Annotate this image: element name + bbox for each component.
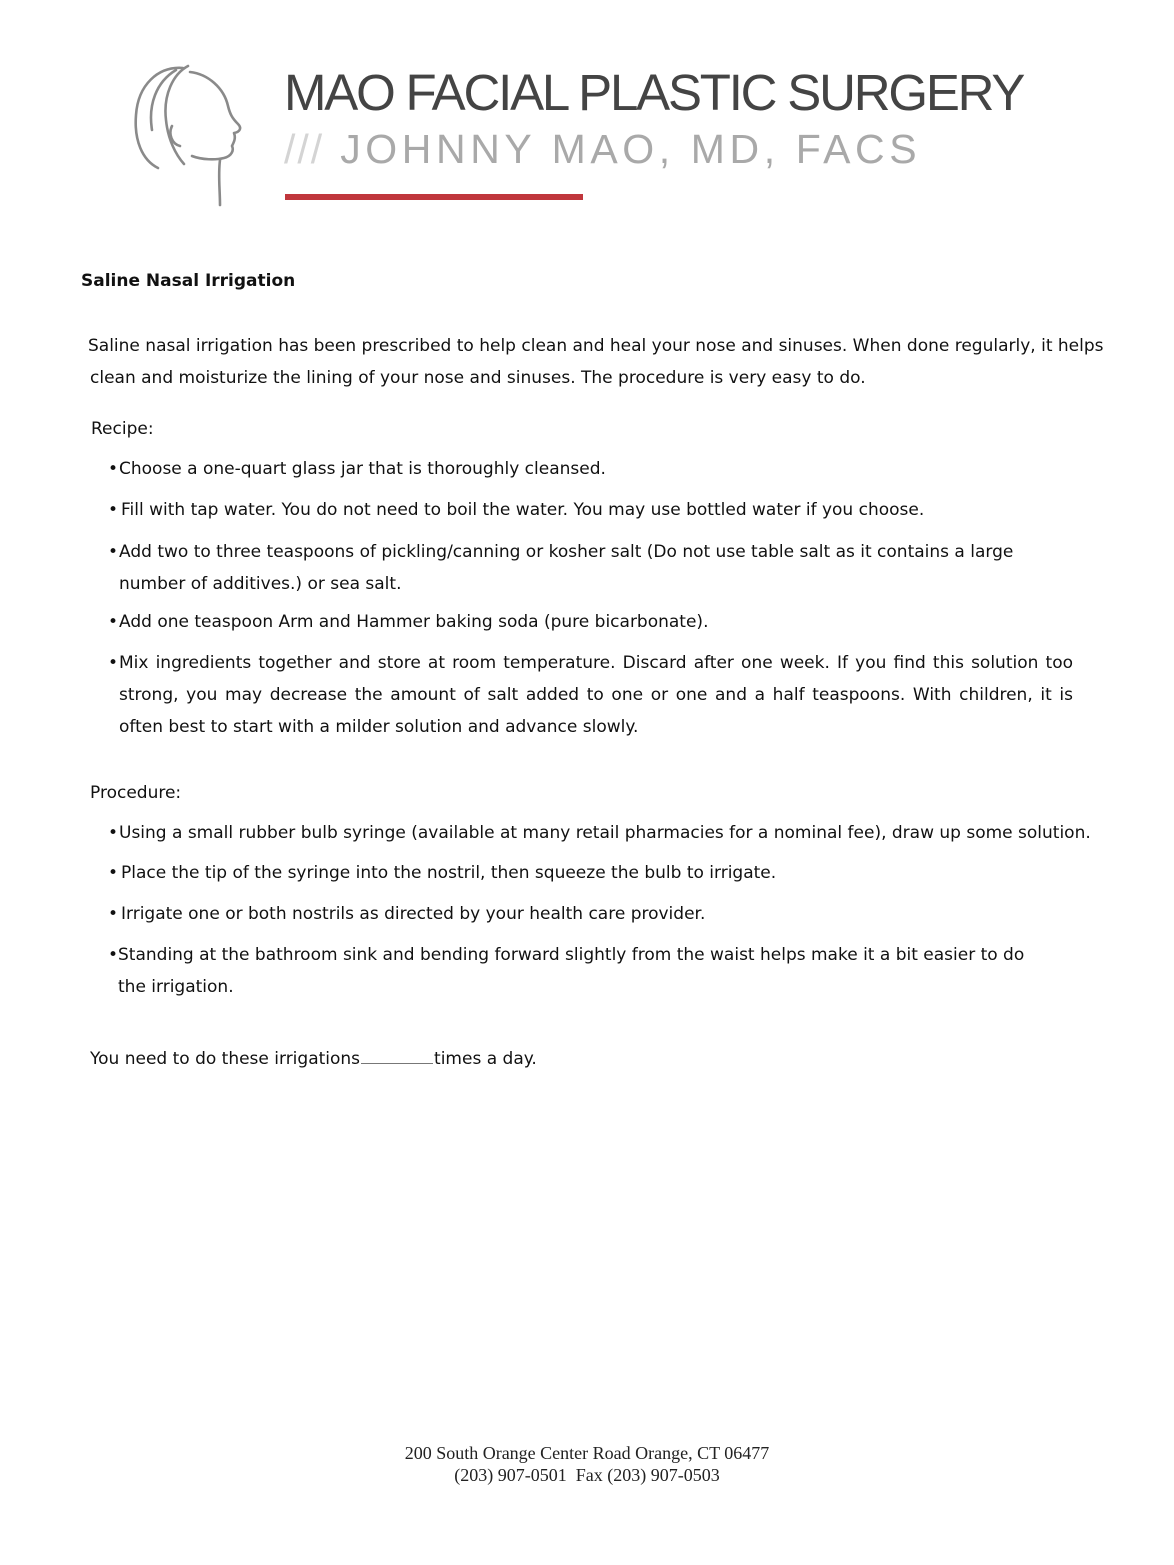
bullet-icon: • bbox=[108, 500, 119, 520]
document-title: Saline Nasal Irrigation bbox=[81, 271, 296, 291]
bullet-icon: • bbox=[108, 459, 119, 479]
bullet-icon: • bbox=[108, 823, 119, 843]
brand-slashes: /// bbox=[284, 126, 325, 172]
doctor-name: JOHNNY MAO, MD, FACS bbox=[340, 126, 922, 172]
procedure-item-text: Using a small rubber bulb syringe (available at many retail pharmacies for a nominal fee), draw up some solution. bbox=[119, 823, 1091, 843]
recipe-item-text: Fill with tap water. You do not need to boil the water. You may use bottled water if you choose. bbox=[121, 500, 925, 520]
footer-address: 200 South Orange Center Road Orange, CT 06477 bbox=[404, 1443, 770, 1463]
brand-accent-rule bbox=[285, 194, 583, 200]
bullet-icon: • bbox=[108, 945, 119, 965]
bullet-icon: • bbox=[108, 863, 119, 883]
procedure-heading: Procedure: bbox=[90, 783, 182, 803]
frequency-line bbox=[90, 1043, 537, 1075]
procedure-item-text: Irrigate one or both nostrils as directed by your health care provider. bbox=[121, 904, 706, 924]
footer-phone: (203) 907-0501 Fax (203) 907-0503 bbox=[454, 1465, 720, 1485]
intro-line-1: Saline nasal irrigation has been prescribed to help clean and heal your nose and sinuses. When done regularly, it helps bbox=[88, 336, 1104, 356]
bullet-icon: • bbox=[108, 542, 119, 562]
recipe-item-text: Mix ingredients together and store at room temperature. Discard after one week. If you find this solution too strong, you may decrease the amount of salt added to one or one and a half teaspoons. With children, it is often best to start with a milder solution and advance slowly. bbox=[119, 653, 1073, 737]
brand-name: MAO FACIAL PLASTIC SURGERY bbox=[284, 64, 1024, 121]
frequency-blank bbox=[361, 1062, 433, 1064]
bullet-icon: • bbox=[108, 612, 119, 632]
recipe-item-text: Add two to three teaspoons of pickling/canning or kosher salt (Do not use table salt as it contains a large number of additives.) or sea salt. bbox=[119, 542, 1014, 594]
recipe-item-text: Choose a one-quart glass jar that is thoroughly cleansed. bbox=[119, 459, 606, 479]
recipe-heading: Recipe: bbox=[91, 419, 154, 439]
frequency-text-after: times a day. bbox=[434, 1049, 537, 1069]
bullet-icon: • bbox=[108, 904, 119, 924]
procedure-item-text: Place the tip of the syringe into the nostril, then squeeze the bulb to irrigate. bbox=[121, 863, 777, 883]
recipe-item-text: Add one teaspoon Arm and Hammer baking soda (pure bicarbonate). bbox=[119, 612, 709, 632]
doctor-name-line bbox=[284, 124, 921, 174]
bullet-icon: • bbox=[108, 653, 119, 673]
procedure-item-text: Standing at the bathroom sink and bending forward slightly from the waist helps make it a bit easier to do the irrigation. bbox=[118, 945, 1025, 997]
frequency-text-before: You need to do these irrigations bbox=[90, 1049, 361, 1069]
intro-line-2: clean and moisturize the lining of your nose and sinuses. The procedure is very easy to do. bbox=[90, 368, 866, 388]
face-profile-line-art-icon bbox=[128, 60, 258, 210]
